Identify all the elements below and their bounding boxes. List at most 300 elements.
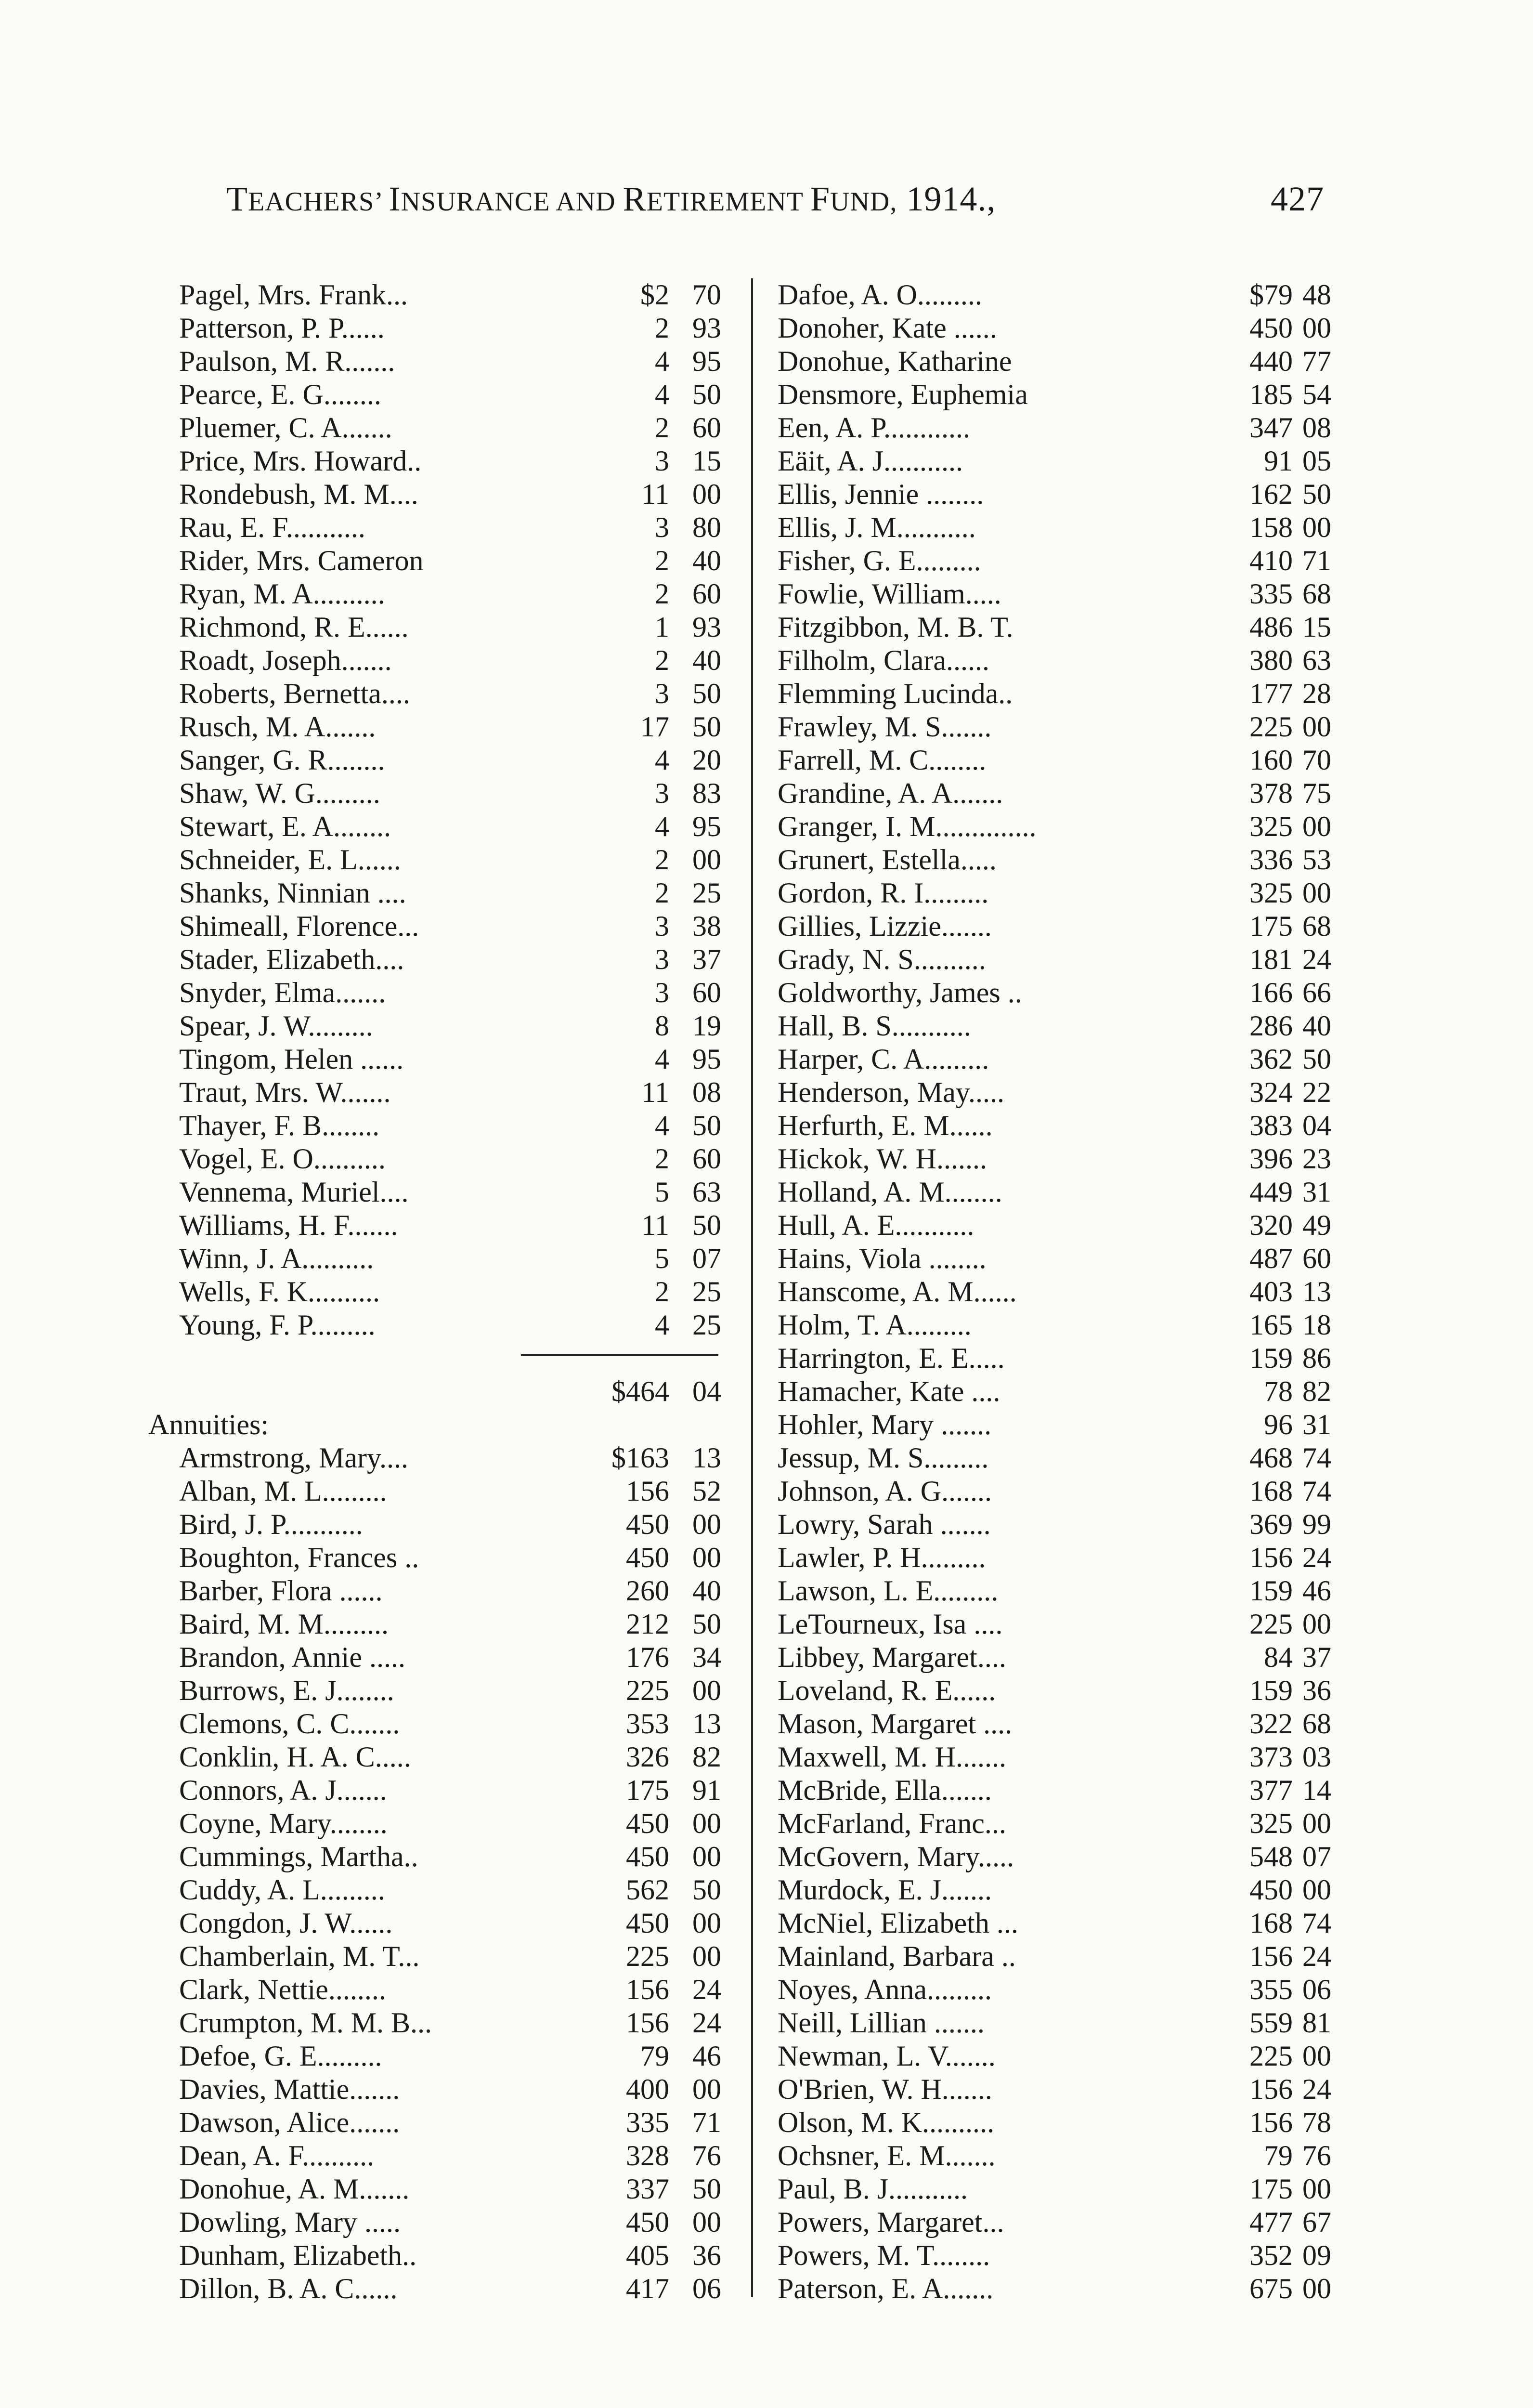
entry-dollars: 168 xyxy=(1249,1475,1293,1507)
entry-cents: 50 xyxy=(692,678,721,709)
entry-name: Holm, T. A......... xyxy=(778,1309,972,1341)
entry-cents: 04 xyxy=(692,1375,721,1407)
entry-dollars: $464 xyxy=(611,1375,669,1407)
entry-name: Harrington, E. E..... xyxy=(778,1342,1005,1374)
ledger-row xyxy=(140,1774,746,1807)
entry-cents: 24 xyxy=(692,1974,721,2005)
entry-cents: 40 xyxy=(692,545,721,576)
entry-cents: 53 xyxy=(1302,844,1331,876)
entry-dollars: 158 xyxy=(1249,511,1293,543)
entry-cents: 68 xyxy=(1302,1708,1331,1740)
ledger-row xyxy=(140,445,746,478)
entry-cents: 07 xyxy=(1302,1841,1331,1872)
ledger-row xyxy=(140,1907,746,1940)
entry-dollars: 3 xyxy=(655,777,669,809)
entry-cents: 60 xyxy=(692,412,721,444)
entry-name: Newman, L. V....... xyxy=(778,2040,996,2072)
entry-name: Olson, M. K.......... xyxy=(778,2107,995,2138)
entry-cents: 00 xyxy=(1302,312,1331,344)
entry-name: Shanks, Ninnian .... xyxy=(179,877,406,909)
entry-dollars: 325 xyxy=(1249,877,1293,909)
entry-name: Armstrong, Mary.... xyxy=(179,1442,409,1474)
ledger-row xyxy=(778,976,1341,1009)
title-smallcaps: ETIREMENT xyxy=(646,187,810,217)
entry-name: Jessup, M. S......... xyxy=(778,1442,989,1474)
entry-dollars: 156 xyxy=(626,2007,669,2039)
ledger-row xyxy=(778,677,1341,710)
entry-cents: 77 xyxy=(1302,345,1331,377)
ledger-row xyxy=(140,2006,746,2040)
ledger-row xyxy=(778,2172,1341,2206)
ledger-row xyxy=(778,2206,1341,2239)
entry-cents: 20 xyxy=(692,744,721,776)
entry-name: Boughton, Frances .. xyxy=(179,1542,419,1573)
ledger-row xyxy=(778,1275,1341,1309)
entry-dollars: 450 xyxy=(1249,1874,1293,1906)
entry-name: Grandine, A. A....... xyxy=(778,777,1003,809)
ledger-row xyxy=(778,1441,1341,1475)
entry-cents: 40 xyxy=(692,1575,721,1607)
ledger-row xyxy=(140,1475,746,1508)
entry-cents: 76 xyxy=(1302,2140,1331,2172)
entry-name: Hickok, W. H....... xyxy=(778,1143,987,1175)
ledger-row xyxy=(778,312,1341,345)
entry-dollars: 328 xyxy=(626,2140,669,2172)
entry-name: Crumpton, M. M. B... xyxy=(179,2007,432,2039)
entry-cents: 09 xyxy=(1302,2239,1331,2271)
ledger-row xyxy=(778,1541,1341,1574)
ledger-row xyxy=(778,1109,1341,1142)
entry-dollars: 486 xyxy=(1249,611,1293,643)
entry-cents: 95 xyxy=(692,345,721,377)
entry-name: Rider, Mrs. Cameron xyxy=(179,545,424,576)
entry-cents: 46 xyxy=(1302,1575,1331,1607)
page-header xyxy=(226,179,1324,232)
entry-dollars: 225 xyxy=(626,1940,669,1972)
entry-cents: 40 xyxy=(1302,1010,1331,1042)
ledger-row xyxy=(778,278,1341,312)
title-smallcaps: EACHERS’ xyxy=(247,187,389,217)
entry-dollars: 225 xyxy=(1249,2040,1293,2072)
entry-name: Shimeall, Florence... xyxy=(179,910,419,942)
ledger-row xyxy=(140,378,746,411)
entry-name: Farrell, M. C........ xyxy=(778,744,987,776)
entry-dollars: 2 xyxy=(655,1276,669,1308)
entry-cents: 08 xyxy=(1302,412,1331,444)
entry-dollars: 8 xyxy=(655,1010,669,1042)
entry-dollars: 1 xyxy=(655,611,669,643)
entry-dollars: 11 xyxy=(641,478,669,510)
entry-dollars: 165 xyxy=(1249,1309,1293,1341)
entry-cents: 00 xyxy=(1302,877,1331,909)
ledger-row xyxy=(140,1109,746,1142)
title-initial: T xyxy=(226,180,248,218)
entry-cents: 78 xyxy=(1302,2107,1331,2138)
entry-dollars: 403 xyxy=(1249,1276,1293,1308)
entry-dollars: 559 xyxy=(1249,2007,1293,2039)
column-divider xyxy=(751,278,753,2297)
entry-name: McGovern, Mary..... xyxy=(778,1841,1014,1872)
entry-cents: 37 xyxy=(1302,1641,1331,1673)
entry-cents: 68 xyxy=(1302,578,1331,610)
entry-name: Rusch, M. A....... xyxy=(179,711,376,743)
entry-cents: 00 xyxy=(692,1508,721,1540)
entry-dollars: 181 xyxy=(1249,943,1293,975)
entry-dollars: 11 xyxy=(641,1209,669,1241)
entry-cents: 50 xyxy=(692,379,721,410)
ledger-row xyxy=(140,810,746,843)
entry-name: Hamacher, Kate .... xyxy=(778,1375,1000,1407)
ledger-row xyxy=(140,577,746,611)
entry-cents: 91 xyxy=(692,1774,721,1806)
entry-name: Hanscome, A. M...... xyxy=(778,1276,1017,1308)
running-title xyxy=(226,179,996,219)
entry-dollars: 320 xyxy=(1249,1209,1293,1241)
entry-dollars: 675 xyxy=(1249,2273,1293,2304)
entry-dollars: 325 xyxy=(1249,1807,1293,1839)
ledger-row xyxy=(778,1574,1341,1608)
entry-name: Stewart, E. A........ xyxy=(179,811,391,842)
entry-name: Lawler, P. H......... xyxy=(778,1542,986,1573)
entry-name: Patterson, P. P...... xyxy=(179,312,385,344)
entry-cents: 00 xyxy=(692,1940,721,1972)
entry-dollars: 4 xyxy=(655,345,669,377)
ledger-row xyxy=(140,943,746,976)
ledger-row xyxy=(778,843,1341,877)
entry-cents: 00 xyxy=(692,844,721,876)
entry-name: Congdon, J. W...... xyxy=(179,1907,393,1939)
ledger-row xyxy=(140,2272,746,2305)
entry-name: Schneider, E. L...... xyxy=(179,844,401,876)
entry-name: Stader, Elizabeth.... xyxy=(179,943,404,975)
entry-name: Spear, J. W......... xyxy=(179,1010,373,1042)
total-rule xyxy=(521,1354,718,1356)
entry-name: Richmond, R. E...... xyxy=(179,611,409,643)
entry-dollars: 156 xyxy=(626,1475,669,1507)
ledger-row xyxy=(778,710,1341,744)
entry-dollars: 336 xyxy=(1249,844,1293,876)
ledger-row xyxy=(140,2172,746,2206)
page-number: 427 xyxy=(1271,180,1324,218)
ledger-row xyxy=(140,644,746,677)
entry-dollars: 450 xyxy=(1249,312,1293,344)
entry-name: Bird, J. P........... xyxy=(179,1508,363,1540)
entry-name: Maxwell, M. H....... xyxy=(778,1741,1006,1773)
entry-dollars: 450 xyxy=(626,1841,669,1872)
entry-name: Ellis, Jennie ........ xyxy=(778,478,984,510)
entry-name: Dowling, Mary ..... xyxy=(179,2206,401,2238)
entry-cents: 60 xyxy=(692,977,721,1008)
entry-name: McFarland, Franc... xyxy=(778,1807,1006,1839)
title-smallcaps: UND, xyxy=(830,187,897,217)
entry-name: Fisher, G. E......... xyxy=(778,545,981,576)
entry-dollars: 353 xyxy=(626,1708,669,1740)
section-heading: Annuities: xyxy=(148,1409,269,1440)
entry-dollars: 4 xyxy=(655,1043,669,1075)
ledger-row xyxy=(778,1209,1341,1242)
ledger-row xyxy=(140,1973,746,2006)
ledger-row xyxy=(140,1674,746,1707)
ledger-row xyxy=(778,544,1341,577)
entry-dollars: 156 xyxy=(1249,2107,1293,2138)
entry-cents: 36 xyxy=(1302,1675,1331,1706)
entry-name: Fowlie, William..... xyxy=(778,578,1001,610)
entry-dollars: 487 xyxy=(1249,1243,1293,1274)
entry-cents: 23 xyxy=(1302,1143,1331,1175)
entry-name: Noyes, Anna......... xyxy=(778,1974,992,2005)
entry-name: Paulson, M. R....... xyxy=(179,345,395,377)
entry-cents: 00 xyxy=(1302,711,1331,743)
entry-name: Gordon, R. I......... xyxy=(778,877,989,909)
ledger-row xyxy=(140,312,746,345)
ledger-row xyxy=(140,1009,746,1043)
entry-dollars: 286 xyxy=(1249,1010,1293,1042)
entry-dollars: 156 xyxy=(1249,1542,1293,1573)
entry-dollars: 159 xyxy=(1249,1575,1293,1607)
ledger-row xyxy=(140,710,746,744)
entry-dollars: 562 xyxy=(626,1874,669,1906)
entry-cents: 95 xyxy=(692,811,721,842)
entry-cents: 13 xyxy=(1302,1276,1331,1308)
entry-cents: 25 xyxy=(692,877,721,909)
entry-cents: 22 xyxy=(1302,1076,1331,1108)
entry-cents: 18 xyxy=(1302,1309,1331,1341)
entry-cents: 75 xyxy=(1302,777,1331,809)
entry-cents: 68 xyxy=(1302,910,1331,942)
entry-name: Eäit, A. J........... xyxy=(778,445,963,477)
entry-name: Dafoe, A. O......... xyxy=(778,279,982,311)
entry-cents: 00 xyxy=(692,1807,721,1839)
ledger-row xyxy=(778,1674,1341,1707)
entry-cents: 63 xyxy=(1302,644,1331,676)
entry-dollars: 185 xyxy=(1249,379,1293,410)
entry-name: Thayer, F. B........ xyxy=(179,1110,380,1141)
entry-dollars: 347 xyxy=(1249,412,1293,444)
entry-cents: 66 xyxy=(1302,977,1331,1008)
entry-dollars: 175 xyxy=(626,1774,669,1806)
entry-name: Sanger, G. R........ xyxy=(179,744,385,776)
entry-cents: 71 xyxy=(1302,545,1331,576)
entry-name: Roadt, Joseph....... xyxy=(179,644,392,676)
entry-cents: 00 xyxy=(1302,2040,1331,2072)
entry-dollars: 91 xyxy=(1264,445,1293,477)
ledger-row xyxy=(140,278,746,312)
entry-cents: 24 xyxy=(692,2007,721,2039)
entry-name: Brandon, Annie ..... xyxy=(179,1641,405,1673)
entry-name: Hull, A. E........... xyxy=(778,1209,974,1241)
entry-dollars: 335 xyxy=(626,2107,669,2138)
entry-cents: 31 xyxy=(1302,1176,1331,1208)
entry-name: Grady, N. S.......... xyxy=(778,943,986,975)
ledger-row xyxy=(778,2073,1341,2106)
entry-dollars: 162 xyxy=(1249,478,1293,510)
ledger-row xyxy=(778,1741,1341,1774)
ledger-row xyxy=(140,744,746,777)
entry-name: Dillon, B. A. C...... xyxy=(179,2273,398,2304)
entry-name: Chamberlain, M. T... xyxy=(179,1940,420,1972)
ledger-row xyxy=(140,1840,746,1873)
entry-cents: 86 xyxy=(1302,1342,1331,1374)
ledger-row xyxy=(140,2239,746,2272)
ledger-row xyxy=(140,777,746,810)
entry-name: Lawson, L. E......... xyxy=(778,1575,999,1607)
ledger-row xyxy=(140,1541,746,1574)
entry-cents: 82 xyxy=(692,1741,721,1773)
entry-cents: 50 xyxy=(692,1608,721,1640)
entry-cents: 05 xyxy=(1302,445,1331,477)
entry-cents: 15 xyxy=(1302,611,1331,643)
entry-name: Ellis, J. M........... xyxy=(778,511,976,543)
entry-dollars: 449 xyxy=(1249,1176,1293,1208)
ledger-row xyxy=(140,1242,746,1275)
ledger-row xyxy=(778,1176,1341,1209)
ledger-row xyxy=(140,910,746,943)
entry-cents: 31 xyxy=(1302,1409,1331,1440)
ledger-row xyxy=(778,511,1341,544)
entry-cents: 70 xyxy=(692,279,721,311)
entry-dollars: 369 xyxy=(1249,1508,1293,1540)
entry-name: Hains, Viola ........ xyxy=(778,1243,987,1274)
entry-cents: 06 xyxy=(1302,1974,1331,2005)
entry-cents: 82 xyxy=(1302,1375,1331,1407)
entry-dollars: 2 xyxy=(655,578,669,610)
entry-cents: 54 xyxy=(1302,379,1331,410)
entry-name: Rau, E. F........... xyxy=(179,511,365,543)
ledger-row xyxy=(140,843,746,877)
entry-dollars: 168 xyxy=(1249,1907,1293,1939)
entry-cents: 83 xyxy=(692,777,721,809)
entry-name: Cummings, Martha.. xyxy=(179,1841,418,1872)
entry-dollars: 2 xyxy=(655,644,669,676)
entry-name: Ochsner, E. M....... xyxy=(778,2140,996,2172)
ledger-row xyxy=(140,1574,746,1608)
entry-dollars: 4 xyxy=(655,1309,669,1341)
entry-name: Rondebush, M. M.... xyxy=(179,478,418,510)
entry-name: Paterson, E. A....... xyxy=(778,2273,994,2304)
entry-dollars: 79 xyxy=(640,2040,669,2072)
title-initial: F xyxy=(810,180,831,218)
entry-dollars: 212 xyxy=(626,1608,669,1640)
entry-cents: 50 xyxy=(1302,478,1331,510)
ledger-row xyxy=(778,1907,1341,1940)
entry-cents: 00 xyxy=(1302,2273,1331,2304)
entry-dollars: 417 xyxy=(626,2273,669,2304)
ledger-row xyxy=(140,511,746,544)
entry-name: Een, A. P............ xyxy=(778,412,971,444)
title-initial: R xyxy=(623,180,647,218)
entry-cents: 74 xyxy=(1302,1442,1331,1474)
entry-cents: 14 xyxy=(1302,1774,1331,1806)
ledger-row xyxy=(140,1375,746,1408)
entry-dollars: 2 xyxy=(655,312,669,344)
entry-cents: 24 xyxy=(1302,1542,1331,1573)
ledger-row xyxy=(778,644,1341,677)
entry-dollars: 156 xyxy=(1249,2073,1293,2105)
entry-name: Lowry, Sarah ....... xyxy=(778,1508,991,1540)
entry-cents: 50 xyxy=(692,2173,721,2205)
entry-dollars: 326 xyxy=(626,1741,669,1773)
entry-name: Conklin, H. A. C..... xyxy=(179,1741,411,1773)
ledger-row xyxy=(778,478,1341,511)
entry-cents: 08 xyxy=(692,1076,721,1108)
ledger-row xyxy=(140,611,746,644)
entry-name: Donoher, Kate ...... xyxy=(778,312,997,344)
ledger-row xyxy=(778,577,1341,611)
ledger-row xyxy=(778,2040,1341,2073)
entry-cents: 15 xyxy=(692,445,721,477)
entry-name: McNiel, Elizabeth ... xyxy=(778,1907,1018,1939)
entry-dollars: 3 xyxy=(655,943,669,975)
entry-name: McBride, Ella....... xyxy=(778,1774,992,1806)
entry-dollars: 355 xyxy=(1249,1974,1293,2005)
entry-dollars: 176 xyxy=(626,1641,669,1673)
entry-name: Hall, B. S........... xyxy=(778,1010,971,1042)
entry-dollars: 166 xyxy=(1249,977,1293,1008)
entry-dollars: 225 xyxy=(1249,1608,1293,1640)
entry-dollars: 396 xyxy=(1249,1143,1293,1175)
entry-dollars: 17 xyxy=(640,711,669,743)
ledger-row xyxy=(778,810,1341,843)
entry-dollars: 322 xyxy=(1249,1708,1293,1740)
entry-cents: 00 xyxy=(692,1542,721,1573)
ledger-row xyxy=(140,677,746,710)
ledger-row xyxy=(778,411,1341,445)
entry-dollars: 383 xyxy=(1249,1110,1293,1141)
entry-cents: 00 xyxy=(692,2206,721,2238)
ledger-row xyxy=(140,1508,746,1541)
entry-name: Densmore, Euphemia xyxy=(778,379,1028,410)
ledger-row xyxy=(778,1043,1341,1076)
entry-cents: 50 xyxy=(692,1110,721,1141)
ledger-row xyxy=(140,976,746,1009)
entry-dollars: 3 xyxy=(655,977,669,1008)
entry-name: Dunham, Elizabeth.. xyxy=(179,2239,417,2271)
ledger-row xyxy=(778,1774,1341,1807)
entry-name: Mainland, Barbara .. xyxy=(778,1940,1016,1972)
ledger-row xyxy=(778,1375,1341,1408)
entry-dollars: 2 xyxy=(655,844,669,876)
entry-name: Harper, C. A......... xyxy=(778,1043,989,1075)
entry-cents: 99 xyxy=(1302,1508,1331,1540)
entry-dollars: 377 xyxy=(1249,1774,1293,1806)
entry-name: Filholm, Clara...... xyxy=(778,644,989,676)
entry-cents: 80 xyxy=(692,511,721,543)
title-smallcaps: NSURANCE AND xyxy=(401,187,623,217)
entry-dollars: 450 xyxy=(626,1508,669,1540)
ledger-row xyxy=(778,2106,1341,2139)
ledger-row xyxy=(140,2106,746,2139)
entry-dollars: 440 xyxy=(1249,345,1293,377)
entry-dollars: 3 xyxy=(655,511,669,543)
entry-cents: 00 xyxy=(1302,811,1331,842)
entry-name: Donohue, Katharine xyxy=(778,345,1012,377)
ledger-row xyxy=(140,1641,746,1674)
title-year: 1914., xyxy=(897,180,996,218)
ledger-row xyxy=(140,544,746,577)
entry-name: Holland, A. M........ xyxy=(778,1176,1002,1208)
entry-name: Hohler, Mary ....... xyxy=(778,1409,992,1440)
entry-dollars: 335 xyxy=(1249,578,1293,610)
entry-name: Libbey, Margaret.... xyxy=(778,1641,1006,1673)
entry-name: Shaw, W. G......... xyxy=(179,777,380,809)
entry-name: Murdock, E. J....... xyxy=(778,1874,992,1906)
entry-cents: 50 xyxy=(692,1874,721,1906)
entry-cents: 81 xyxy=(1302,2007,1331,2039)
ledger-row xyxy=(778,611,1341,644)
entry-name: Davies, Mattie....... xyxy=(179,2073,400,2105)
entry-name: Baird, M. M......... xyxy=(179,1608,389,1640)
entry-dollars: 3 xyxy=(655,678,669,709)
